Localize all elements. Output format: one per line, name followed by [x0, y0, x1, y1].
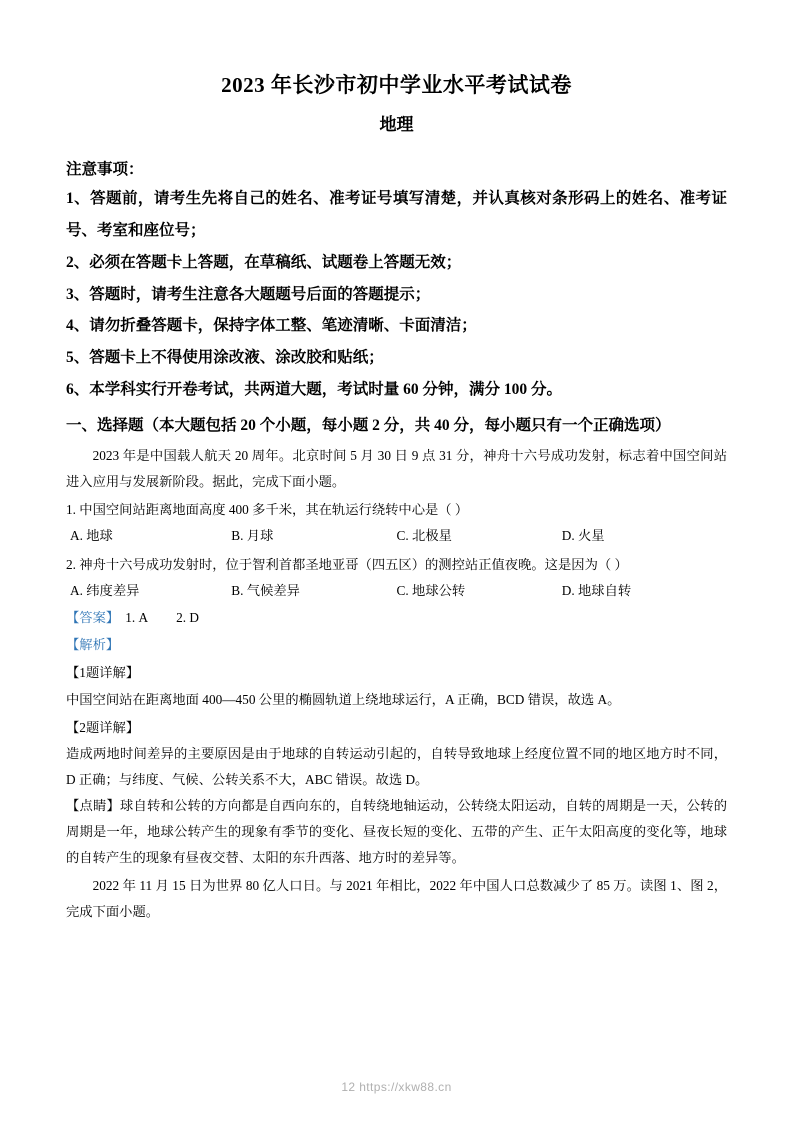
notice-item-3: 3、答题时，请考生注意各大题题号后面的答题提示； [66, 285, 431, 303]
question-2-option-d[interactable]: D. 地球自转 [561, 583, 632, 599]
detail-2-body: 造成两地时间差异的主要原因是由于地球的自转运动引起的，自转导致地球上经度位置不同的地区地方时不同，D 正确；与纬度、气候、公转关系不大，ABC 错误。故选 D。 [66, 746, 727, 788]
page-title: 2023 年长沙市初中学业水平考试试卷 [221, 73, 572, 97]
question-1-option-b[interactable]: B. 月球 [231, 528, 274, 544]
question-1-options [66, 523, 727, 550]
question-2-option-b[interactable]: B. 气候差异 [231, 583, 300, 599]
question-2-option-c[interactable]: C. 地球公转 [396, 583, 466, 599]
notice-item-6: 6、本学科实行开卷考试，共两道大题，考试时量 60 分钟，满分 100 分。 [66, 380, 563, 398]
passage-2: 2022 年 11 月 15 日为世界 80 亿人口日。与 2021 年相比，2022 年中国人口总数减少了 85 万。读图 1、图 2，完成下面小题。 [66, 877, 727, 919]
tip-body: 【点睛】球自转和公转的方向都是自西向东的，自转绕地轴运动，公转绕太阳运动，自转的周期是一天，公转的周期是一年，地球公转产生的现象有季节的变化、昼夜长短的变化、五带的产生、正午太阳高度的变化等，地球的自转产生的现象有昼夜交替、太阳的东升西落、地方时的差异等。 [66, 798, 727, 865]
answer-1: 1. A [125, 609, 149, 625]
answer-label: 【答案】 [66, 609, 120, 625]
notice-heading: 注意事项： [66, 161, 144, 178]
footer-watermark: 12 https://xkw88.cn [341, 1080, 452, 1094]
question-2-option-a[interactable]: A. 纬度差异 [70, 583, 140, 599]
question-2-stem: 2. 神舟十六号成功发射时，位于智利首都圣地亚哥（四五区）的测控站正值夜晚。这是因为（ ） [66, 556, 628, 572]
passage-1: 2023 年是中国载人航天 20 周年。北京时间 5 月 30 日 9 点 31 分，神舟十六号成功发射，标志着中国空间站进入应用与发展新阶段。据此，完成下面小题。 [66, 447, 727, 489]
detail-1-body: 中国空间站在距离地面 400—450 公里的椭圆轨道上绕地球运行，A 正确，BCD 错误，故选 A。 [66, 691, 621, 707]
question-1-option-c[interactable]: C. 北极星 [396, 528, 452, 544]
question-1-option-a[interactable]: A. 地球 [70, 528, 113, 544]
section-heading-choice: 一、选择题（本大题包括 20 个小题，每小题 2 分，共 40 分，每小题只有一个正确选项） [66, 416, 671, 434]
analysis-label: 【解析】 [66, 636, 120, 652]
question-1-stem: 1. 中国空间站距离地面高度 400 多千米，其在轨运行绕转中心是（ ） [66, 501, 469, 517]
answer-line [66, 605, 727, 632]
answer-2: 2. D [176, 609, 199, 625]
question-2-options [66, 578, 727, 605]
notice-item-1: 1、答题前，请考生先将自己的姓名、准考证号填写清楚，并认真核对条形码上的姓名、准考证号、考室和座位号； [66, 190, 727, 240]
page-subtitle: 地理 [379, 114, 414, 134]
detail-2-heading: 【2题详解】 [66, 719, 140, 735]
question-1-option-d[interactable]: D. 火星 [561, 528, 605, 544]
detail-1-heading: 【1题详解】 [66, 665, 140, 681]
notice-item-4: 4、请勿折叠答题卡，保持字体工整、笔迹清晰、卡面清洁； [66, 317, 477, 335]
notice-item-2: 2、必须在答题卡上答题，在草稿纸、试题卷上答题无效； [66, 253, 462, 271]
notice-item-5: 5、答题卡上不得使用涂改液、涂改胶和贴纸； [66, 349, 384, 367]
